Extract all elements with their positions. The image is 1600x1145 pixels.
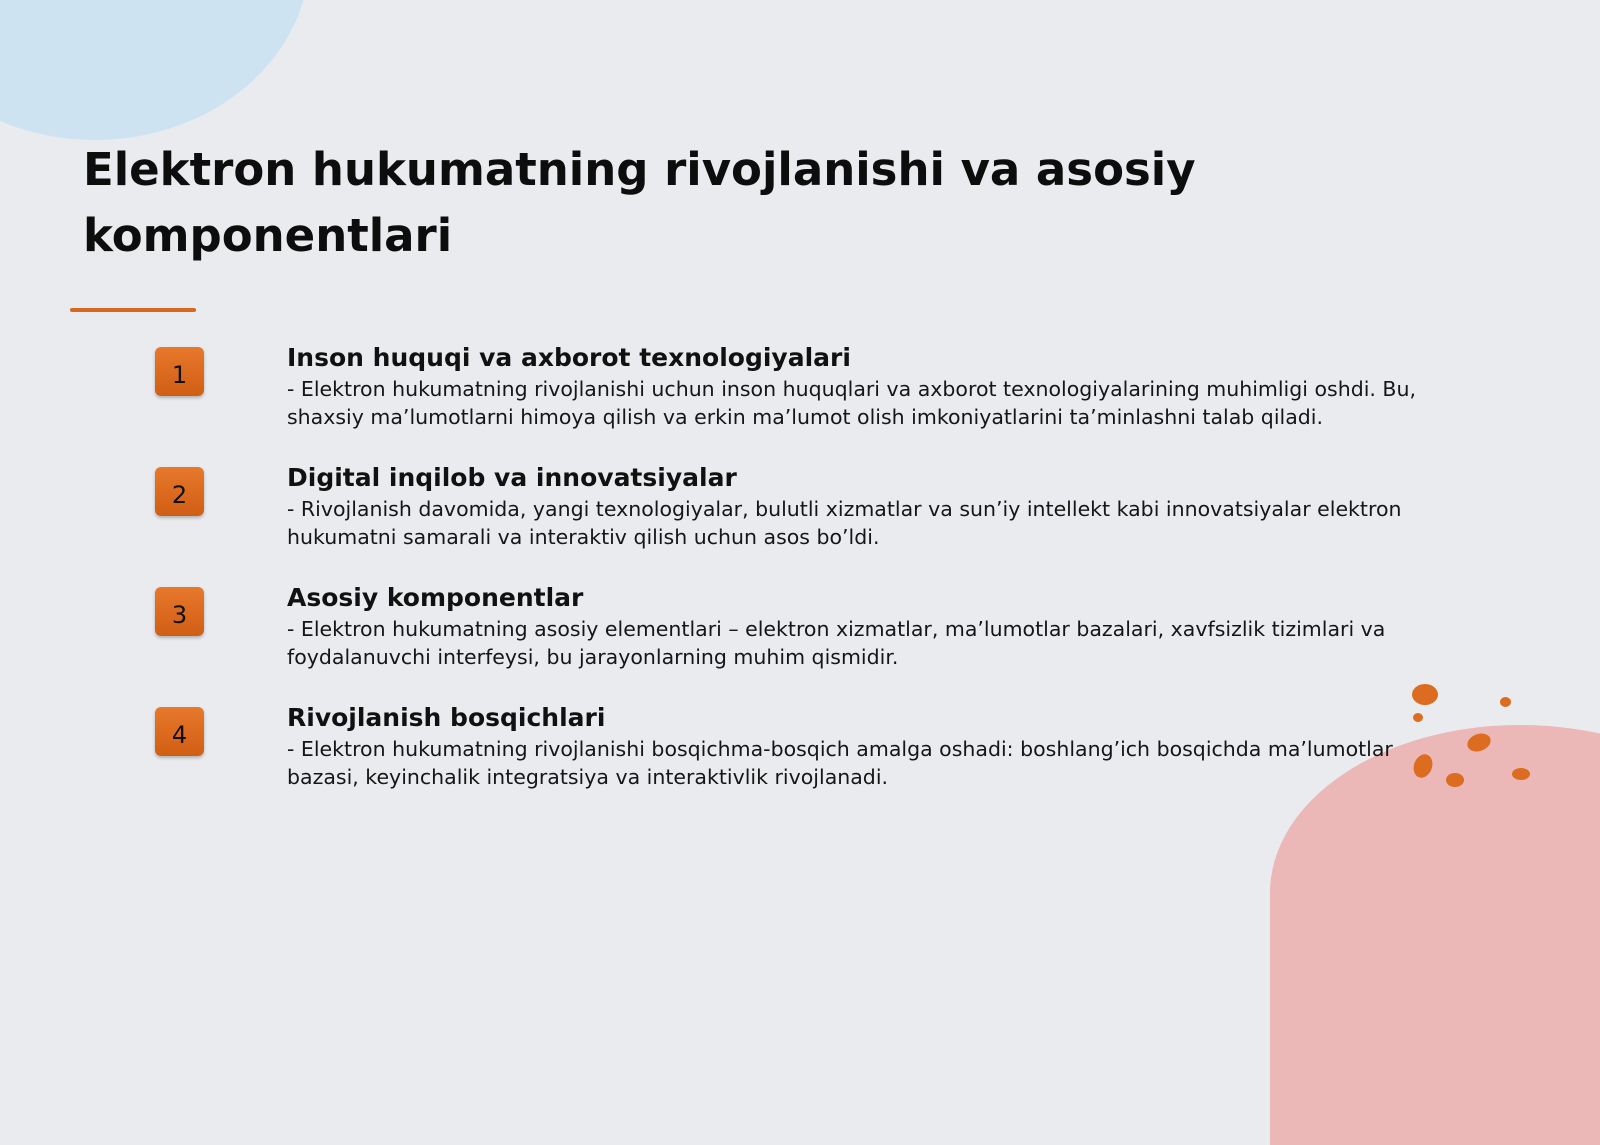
list-item bbox=[287, 583, 1467, 671]
list-item bbox=[287, 703, 1467, 791]
item-description: - Rivojlanish davomida, yangi texnologiyalar, bulutli xizmatlar va sun’iy intellekt kabi innovatsiyalar elektron hukumatni samarali va interaktiv qilish uchun asos bo’ldi. bbox=[287, 497, 1402, 549]
item-number-badge: 4 bbox=[155, 707, 204, 756]
item-heading: Inson huquqi va axborot texnologiyalari bbox=[287, 343, 851, 372]
title-accent-line bbox=[70, 308, 196, 312]
decorative-blue-blob bbox=[0, 0, 310, 140]
list-item bbox=[287, 343, 1467, 431]
item-heading: Digital inqilob va innovatsiyalar bbox=[287, 463, 737, 492]
item-description: - Elektron hukumatning asosiy elementlari – elektron xizmatlar, ma’lumotlar bazalari, xavfsizlik tizimlari va foydalanuvchi interfeysi, bu jarayonlarning muhim qismidir. bbox=[287, 617, 1386, 669]
list-item bbox=[287, 463, 1467, 551]
item-number-badge: 1 bbox=[155, 347, 204, 396]
item-description: - Elektron hukumatning rivojlanishi uchun inson huquqlari va axborot texnologiyalarining muhimligi oshdi. Bu, shaxsiy ma’lumotlarni himoya qilish va erkin ma’lumot olish imkoniyatlarini ta’minlashni talab qiladi. bbox=[287, 377, 1417, 429]
item-description: - Elektron hukumatning rivojlanishi bosqichma-bosqich amalga oshadi: boshlang’ich bosqichda ma’lumotlar bazasi, keyinchalik integratsiya va interaktivlik rivojlanadi. bbox=[287, 737, 1393, 789]
item-number-badge: 3 bbox=[155, 587, 204, 636]
item-heading: Asosiy komponentlar bbox=[287, 583, 584, 612]
item-heading: Rivojlanish bosqichlari bbox=[287, 703, 606, 732]
item-number-badge: 2 bbox=[155, 467, 204, 516]
slide-title: Elektron hukumatning rivojlanishi va asosiy komponentlari bbox=[83, 143, 1196, 262]
